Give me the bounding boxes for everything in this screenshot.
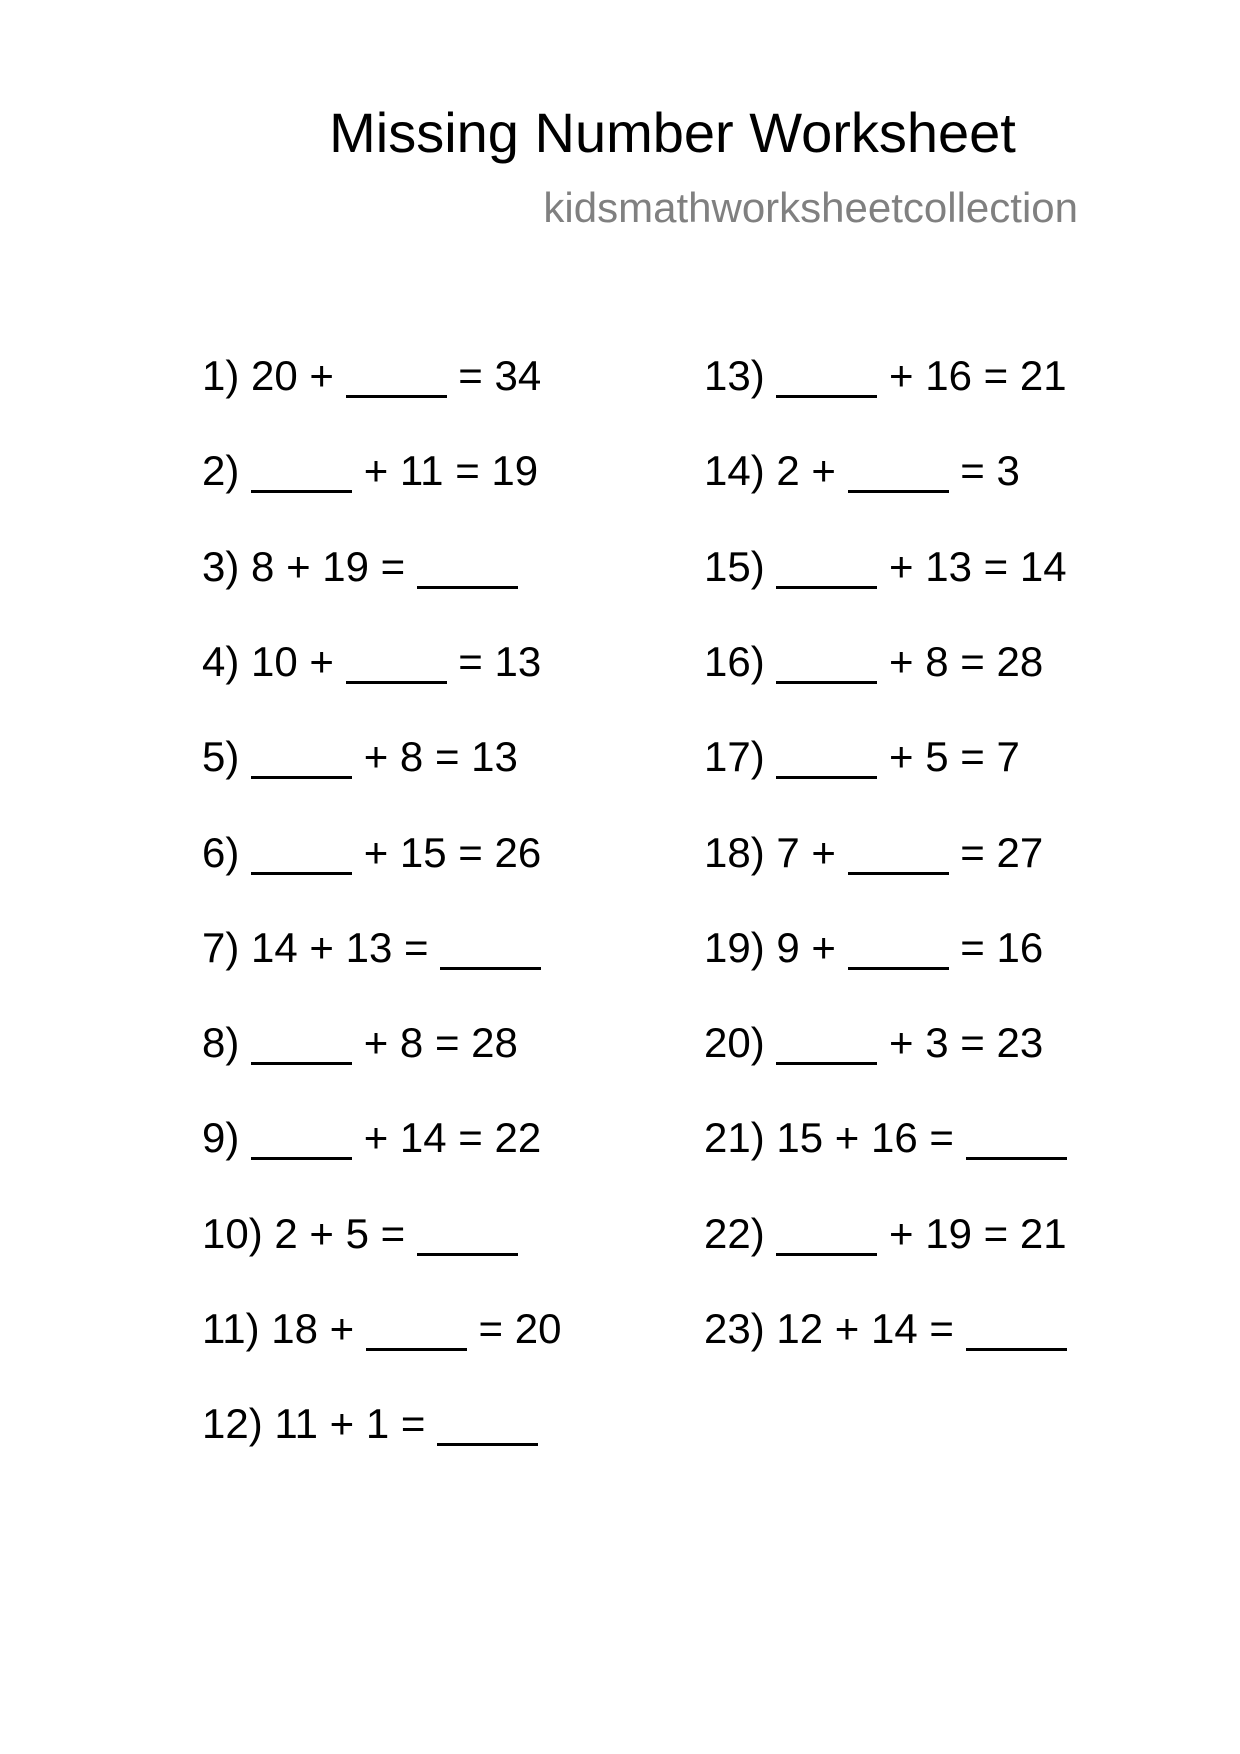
problem-number: 11) (202, 1305, 260, 1352)
operand: 5 (345, 1210, 369, 1257)
problem-number: 10) (202, 1210, 263, 1257)
operand: 20 (251, 352, 298, 399)
problem-number: 19) (704, 924, 765, 971)
problem-number: 5) (202, 733, 240, 780)
operand: 8 (399, 1019, 424, 1066)
operand: 34 (494, 352, 542, 399)
problem-item (704, 829, 1043, 877)
equals-sign: = (960, 1019, 985, 1066)
operand: 21 (1019, 352, 1067, 399)
equals-sign: = (960, 924, 985, 971)
problem-number: 4) (202, 638, 240, 685)
equals-sign: = (400, 1400, 426, 1447)
problem-number: 6) (202, 829, 240, 876)
plus-sign: + (889, 1210, 914, 1257)
operand: 3 (925, 1019, 949, 1066)
operand: 28 (471, 1019, 518, 1066)
operand: 8 (399, 733, 424, 780)
problem-number: 23) (704, 1305, 765, 1352)
equals-sign: = (960, 829, 985, 876)
operand: 28 (996, 638, 1044, 685)
problem-number: 14) (704, 447, 765, 494)
operand: 22 (494, 1114, 542, 1161)
answer-blank[interactable] (776, 1028, 877, 1065)
operand: 2 (776, 447, 800, 494)
equals-sign: = (929, 1114, 954, 1161)
equals-sign: = (380, 1210, 406, 1257)
operand: 14 (1019, 543, 1067, 590)
plus-sign: + (834, 1114, 860, 1161)
problem-number: 12) (202, 1400, 263, 1447)
problem-item (202, 829, 541, 877)
page-subtitle: kidsmathworksheetcollection (543, 184, 1078, 231)
plus-sign: + (363, 733, 389, 780)
plus-sign: + (811, 447, 836, 494)
problem-item (202, 733, 518, 781)
answer-blank[interactable] (848, 456, 949, 493)
answer-blank[interactable] (440, 933, 541, 970)
problem-number: 7) (202, 924, 240, 971)
answer-blank[interactable] (251, 1123, 352, 1160)
equals-sign: = (929, 1305, 954, 1352)
problem-number: 20) (704, 1019, 765, 1066)
problem-item (202, 1210, 518, 1258)
answer-blank[interactable] (776, 552, 877, 589)
problem-number: 22) (704, 1210, 765, 1257)
problem-item (704, 1019, 1043, 1067)
answer-blank[interactable] (848, 933, 949, 970)
answer-blank[interactable] (366, 1314, 467, 1351)
plus-sign: + (834, 1305, 860, 1352)
answer-blank[interactable] (251, 1028, 352, 1065)
plus-sign: + (889, 638, 914, 685)
plus-sign: + (889, 1019, 914, 1066)
problem-number: 15) (704, 543, 765, 590)
operand: 1 (365, 1400, 390, 1447)
operand: 15 (776, 1114, 824, 1161)
operand: 26 (494, 829, 542, 876)
problem-number: 13) (704, 352, 765, 399)
equals-sign: = (960, 733, 985, 780)
problem-number: 8) (202, 1019, 240, 1066)
equals-sign: = (458, 1114, 483, 1161)
problem-number: 17) (704, 733, 765, 780)
equals-sign: = (380, 543, 406, 590)
plus-sign: + (309, 638, 334, 685)
problem-item (202, 1400, 538, 1448)
plus-sign: + (363, 447, 389, 494)
operand: 14 (870, 1305, 918, 1352)
operand: 19 (491, 447, 539, 494)
operand: 8 (925, 638, 949, 685)
operand: 14 (399, 1114, 447, 1161)
problem-item (202, 352, 541, 400)
operand: 7 (996, 733, 1020, 780)
problem-item (202, 1114, 541, 1162)
plus-sign: + (889, 543, 914, 590)
problem-number: 3) (202, 543, 240, 590)
problem-number: 9) (202, 1114, 240, 1161)
answer-blank[interactable] (776, 742, 877, 779)
plus-sign: + (363, 1114, 389, 1161)
operand: 16 (870, 1114, 918, 1161)
answer-blank[interactable] (966, 1314, 1067, 1351)
operand: 14 (251, 924, 298, 971)
problem-item (202, 447, 538, 495)
operand: 16 (925, 352, 972, 399)
plus-sign: + (329, 1400, 355, 1447)
operand: 21 (1019, 1210, 1067, 1257)
equals-sign: = (983, 543, 1009, 590)
operand: 13 (471, 733, 518, 780)
problem-item (202, 1019, 518, 1067)
operand: 11 (399, 447, 444, 494)
operand: 15 (399, 829, 447, 876)
equals-sign: = (458, 638, 483, 685)
plus-sign: + (363, 1019, 389, 1066)
equals-sign: = (983, 1210, 1009, 1257)
plus-sign: + (309, 352, 334, 399)
equals-sign: = (983, 352, 1009, 399)
plus-sign: + (309, 924, 334, 971)
answer-blank[interactable] (346, 361, 447, 398)
problem-item (704, 1114, 1067, 1162)
operand: 19 (925, 1210, 972, 1257)
operand: 20 (514, 1305, 562, 1352)
plus-sign: + (811, 829, 836, 876)
plus-sign: + (889, 352, 914, 399)
page-title: Missing Number Worksheet (329, 101, 1016, 164)
plus-sign: + (309, 1210, 334, 1257)
equals-sign: = (434, 1019, 460, 1066)
problem-item (202, 924, 541, 972)
operand: 2 (274, 1210, 298, 1257)
problem-item (202, 638, 541, 686)
operand: 11 (274, 1400, 318, 1447)
answer-blank[interactable] (417, 1219, 518, 1256)
equals-sign: = (960, 447, 985, 494)
operand: 13 (345, 924, 393, 971)
answer-blank[interactable] (417, 552, 518, 589)
equals-sign: = (455, 447, 480, 494)
operand: 7 (776, 829, 800, 876)
problem-item (704, 543, 1067, 591)
answer-blank[interactable] (251, 456, 352, 493)
plus-sign: + (363, 829, 389, 876)
plus-sign: + (286, 543, 311, 590)
equals-sign: = (434, 733, 460, 780)
operand: 13 (494, 638, 542, 685)
answer-blank[interactable] (848, 838, 949, 875)
plus-sign: + (889, 733, 914, 780)
answer-blank[interactable] (251, 838, 352, 875)
problem-item (704, 733, 1020, 781)
problem-number: 21) (704, 1114, 765, 1161)
problem-number: 18) (704, 829, 765, 876)
answer-blank[interactable] (437, 1409, 538, 1446)
operand: 3 (996, 447, 1020, 494)
problem-item (704, 352, 1067, 400)
operand: 5 (925, 733, 949, 780)
equals-sign: = (458, 829, 483, 876)
answer-blank[interactable] (776, 361, 877, 398)
operand: 27 (996, 829, 1044, 876)
answer-blank[interactable] (966, 1123, 1067, 1160)
problem-item (202, 1305, 561, 1353)
operand: 18 (271, 1305, 318, 1352)
equals-sign: = (960, 638, 985, 685)
operand: 10 (251, 638, 298, 685)
answer-blank[interactable] (251, 742, 352, 779)
answer-blank[interactable] (346, 647, 447, 684)
problem-item (704, 924, 1043, 972)
operand: 19 (322, 543, 369, 590)
equals-sign: = (404, 924, 429, 971)
operand: 12 (776, 1305, 824, 1352)
plus-sign: + (329, 1305, 355, 1352)
problem-number: 16) (704, 638, 765, 685)
equals-sign: = (458, 352, 483, 399)
answer-blank[interactable] (776, 1219, 877, 1256)
problem-item (704, 1305, 1067, 1353)
problem-item (704, 638, 1043, 686)
answer-blank[interactable] (776, 647, 877, 684)
operand: 13 (925, 543, 972, 590)
operand: 16 (996, 924, 1044, 971)
equals-sign: = (478, 1305, 504, 1352)
problem-number: 1) (202, 352, 240, 399)
plus-sign: + (811, 924, 836, 971)
operand: 8 (251, 543, 275, 590)
operand: 23 (996, 1019, 1044, 1066)
problem-item (704, 447, 1020, 495)
problem-item (704, 1210, 1067, 1258)
problem-number: 2) (202, 447, 240, 494)
problem-item (202, 543, 518, 591)
operand: 9 (776, 924, 800, 971)
